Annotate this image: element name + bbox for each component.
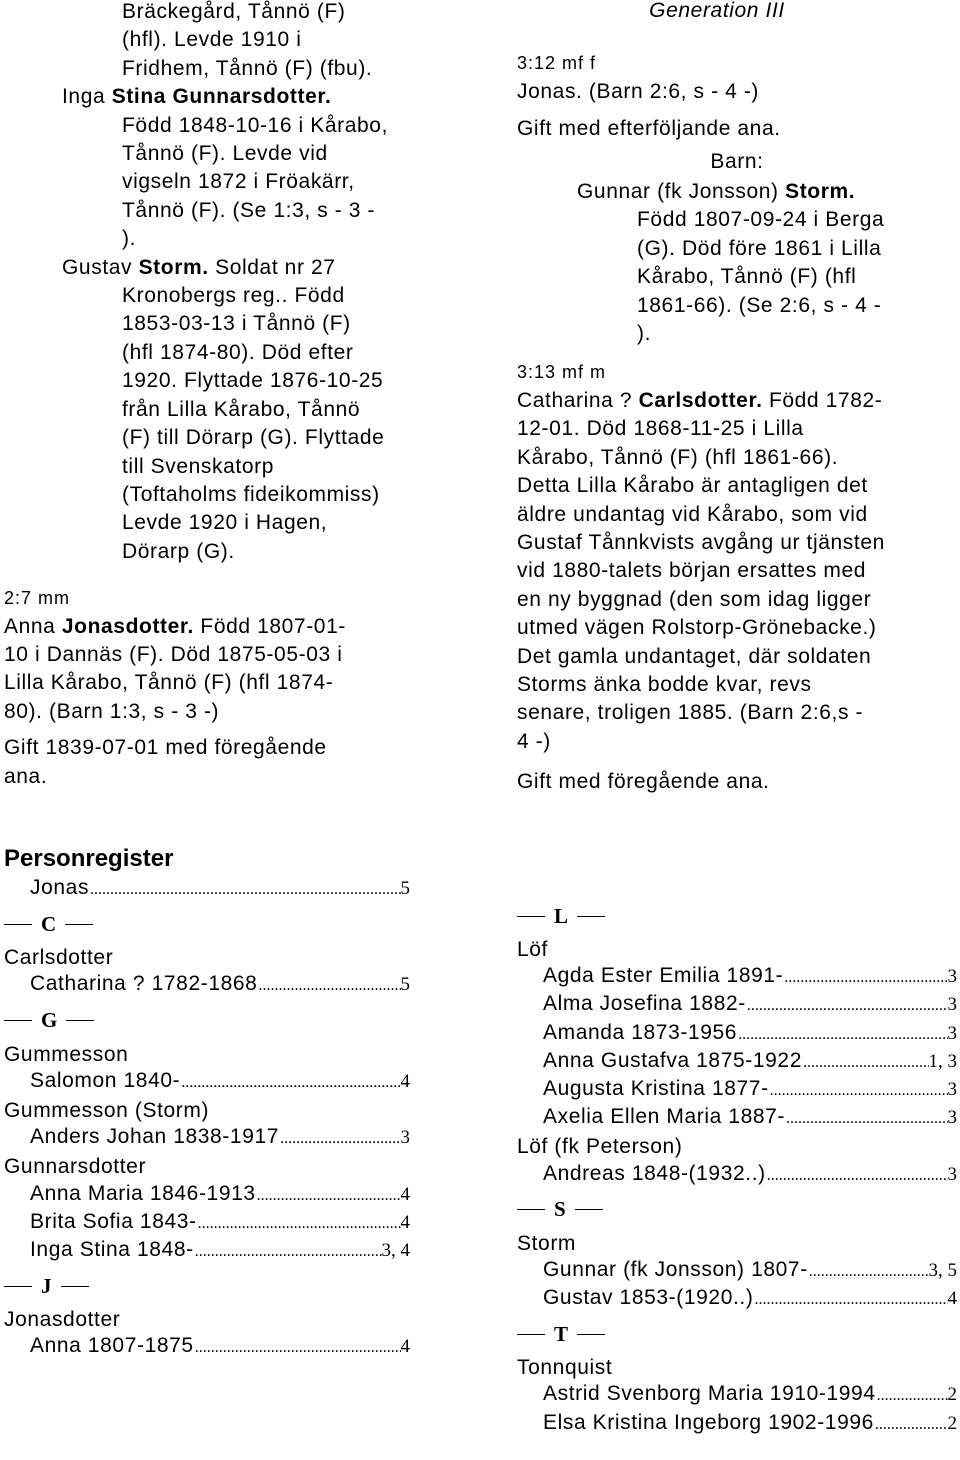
text-line bbox=[122, 168, 470, 196]
entry-name: Brita Sofia 1843- bbox=[30, 1209, 197, 1233]
text-line bbox=[517, 387, 957, 415]
text-segment: Det gamla undantaget, där soldaten bbox=[517, 644, 872, 668]
text-line bbox=[122, 112, 470, 140]
register-entry bbox=[543, 964, 957, 992]
text-segment: vid 1880-talets början ersattes med bbox=[517, 559, 867, 583]
register-surname: Gummesson (Storm) bbox=[4, 1098, 210, 1122]
text-line bbox=[637, 235, 957, 263]
text-line bbox=[517, 444, 957, 472]
dot-leader bbox=[809, 1263, 929, 1281]
text-segment: Levde 1920 i Hagen, bbox=[122, 511, 328, 535]
generation-header: Generation III bbox=[649, 0, 785, 22]
rule-dash bbox=[577, 916, 605, 917]
left-column bbox=[0, 0, 470, 791]
text-segment: Född 1807-09-24 i Berga bbox=[637, 208, 885, 232]
register-entry bbox=[543, 1162, 957, 1190]
text-line bbox=[517, 501, 957, 529]
text-line bbox=[122, 339, 470, 367]
text-segment: 1853-03-13 i Tånnö (F) bbox=[122, 312, 351, 336]
marriage-line: Gift med efterföljande ana. bbox=[517, 117, 781, 141]
text-line bbox=[517, 415, 957, 443]
text-line bbox=[122, 424, 470, 452]
text-segment: (hfl 1874-80). Död efter bbox=[122, 340, 354, 364]
text-line bbox=[62, 83, 470, 111]
text-line bbox=[122, 509, 470, 537]
bold-name: Storm. bbox=[785, 180, 856, 204]
text-segment: Född 1807-01- bbox=[193, 614, 346, 638]
register-letter-heading bbox=[4, 1272, 424, 1300]
text-segment: Inga bbox=[62, 85, 112, 109]
dot-leader bbox=[90, 881, 400, 899]
entry-pages: 3, 5 bbox=[928, 1259, 957, 1281]
entry-pages: 3 bbox=[947, 994, 957, 1016]
register-right-column bbox=[517, 896, 957, 1439]
text-line bbox=[637, 292, 957, 320]
text-segment: (Toftaholms fideikommiss) bbox=[122, 482, 380, 506]
text-segment: (hfl). Levde 1910 i bbox=[122, 28, 302, 52]
text-segment: Kårabo, Tånnö (F) (hfl bbox=[637, 265, 857, 289]
dot-leader bbox=[767, 1167, 948, 1185]
text-line bbox=[122, 453, 470, 481]
entry-pages: 5 bbox=[400, 974, 410, 996]
entry-pages: 2 bbox=[947, 1412, 957, 1434]
dot-leader bbox=[195, 1339, 401, 1357]
text-line bbox=[517, 78, 957, 106]
rule-dash bbox=[575, 1209, 603, 1210]
text-line bbox=[122, 140, 470, 168]
letter: G bbox=[41, 1008, 58, 1033]
text-segment: 4 -) bbox=[517, 729, 551, 753]
text-line bbox=[4, 669, 470, 697]
text-segment: Lilla Kårabo, Tånnö (F) (hfl 1874- bbox=[4, 671, 334, 695]
dot-leader bbox=[280, 1130, 400, 1148]
entry-pages: 3 bbox=[947, 1163, 957, 1185]
text-line bbox=[122, 282, 470, 310]
children-label: Barn: bbox=[710, 149, 764, 173]
text-line bbox=[637, 320, 957, 348]
text-segment: ). bbox=[637, 322, 652, 346]
register-surname: Gunnarsdotter bbox=[4, 1155, 147, 1179]
dot-leader bbox=[803, 1054, 929, 1072]
text-segment: Catharina ? bbox=[517, 388, 639, 412]
text-segment: vigseln 1872 i Fröakärr, bbox=[122, 170, 355, 194]
register-surname: Löf bbox=[517, 938, 548, 961]
rule-dash bbox=[65, 924, 93, 925]
text-segment: Gustav bbox=[62, 255, 139, 279]
register-entry bbox=[30, 972, 410, 1000]
dot-leader bbox=[195, 1243, 382, 1261]
text-line bbox=[122, 26, 470, 54]
dot-leader bbox=[181, 1074, 400, 1092]
entry-name: Astrid Svenborg Maria 1910-1994 bbox=[543, 1382, 876, 1406]
register-surname: Gummesson bbox=[4, 1042, 129, 1066]
text-segment: Fridhem, Tånnö (F) (fbu). bbox=[122, 56, 373, 80]
text-segment: från Lilla Kårabo, Tånnö bbox=[122, 397, 361, 421]
register-entry bbox=[30, 1069, 410, 1097]
entry-name: Anna 1807-1875 bbox=[30, 1334, 194, 1358]
entry-name: Inga Stina 1848- bbox=[30, 1237, 194, 1261]
text-segment: ). bbox=[122, 227, 137, 251]
text-line bbox=[517, 643, 957, 671]
entry-name: Catharina ? 1782-1868 bbox=[30, 972, 258, 996]
entry-name: Salomon 1840- bbox=[30, 1068, 181, 1092]
entry-pages: 4 bbox=[400, 1211, 410, 1233]
person-text bbox=[517, 78, 957, 106]
entry-pages: 4 bbox=[400, 1183, 410, 1205]
register-left-list bbox=[4, 876, 424, 1362]
entry-name: Axelia Ellen Maria 1887- bbox=[543, 1105, 786, 1129]
text-segment: 10 i Dannäs (F). Död 1875-05-03 i bbox=[4, 642, 343, 666]
text-line bbox=[122, 396, 470, 424]
bold-name: Carlsdotter. bbox=[638, 388, 763, 412]
entry-name: Gustav 1853-(1920..) bbox=[543, 1286, 754, 1310]
text-line bbox=[517, 671, 957, 699]
bold-name: Jonasdotter. bbox=[61, 614, 194, 638]
person-text bbox=[517, 387, 957, 756]
register-entry bbox=[30, 1182, 410, 1210]
entry-pages: 3 bbox=[947, 966, 957, 988]
text-line bbox=[122, 367, 470, 395]
dot-leader bbox=[877, 1387, 948, 1405]
register-letter-heading bbox=[4, 1007, 424, 1035]
entry-pages: 3, 4 bbox=[381, 1239, 410, 1261]
register-entry bbox=[543, 1286, 957, 1314]
text-line bbox=[62, 254, 470, 282]
rule-dash bbox=[517, 1334, 545, 1335]
text-segment: till Svenskatorp bbox=[122, 454, 274, 478]
text-segment: Född 1848-10-16 i Kårabo, bbox=[122, 113, 389, 137]
person-code: 3:13 mf m bbox=[517, 362, 607, 383]
register-letter-heading bbox=[517, 1196, 957, 1224]
entry-name: Elsa Kristina Ingeborg 1902-1996 bbox=[543, 1410, 874, 1434]
text-line bbox=[122, 538, 470, 566]
text-line bbox=[517, 472, 957, 500]
marriage-line: Gift med föregående ana. bbox=[517, 770, 770, 794]
entry-pages: 1, 3 bbox=[928, 1050, 957, 1072]
letter: L bbox=[554, 903, 569, 928]
text-segment: 12-01. Död 1868-11-25 i Lilla bbox=[517, 417, 804, 441]
text-segment: Tånnö (F). Levde vid bbox=[122, 142, 328, 166]
entry-name: Anna Maria 1846-1913 bbox=[30, 1181, 256, 1205]
entry-pages: 3 bbox=[947, 1022, 957, 1044]
register-entry bbox=[30, 1210, 410, 1238]
entry-name: Amanda 1873-1956 bbox=[543, 1020, 738, 1044]
bold-name: Stina Gunnarsdotter. bbox=[111, 85, 332, 109]
text-line bbox=[637, 206, 957, 234]
dot-leader bbox=[786, 1110, 947, 1128]
entry-name: Alma Josefina 1882- bbox=[543, 992, 746, 1016]
dot-leader bbox=[875, 1416, 948, 1434]
text-line bbox=[517, 586, 957, 614]
letter: T bbox=[554, 1321, 569, 1346]
rule-dash bbox=[61, 1286, 89, 1287]
register-surname: Tonnquist bbox=[517, 1356, 613, 1380]
text-segment: Dörarp (G). bbox=[122, 539, 235, 563]
person-code: 2:7 mm bbox=[4, 588, 71, 609]
person-2-7 bbox=[0, 584, 470, 791]
dot-leader bbox=[770, 1082, 948, 1100]
text-segment: Jonas. (Barn 2:6, s - 4 -) bbox=[517, 79, 760, 103]
person-code: 3:12 mf f bbox=[517, 53, 597, 74]
rule-dash bbox=[4, 924, 32, 925]
register-entry bbox=[543, 1411, 957, 1439]
text-line bbox=[517, 529, 957, 557]
person-text bbox=[4, 613, 470, 727]
register-entry bbox=[543, 1021, 957, 1049]
register-entry bbox=[543, 1258, 957, 1286]
person-3-13 bbox=[517, 358, 957, 796]
text-segment: Soldat nr 27 bbox=[208, 255, 336, 279]
text-segment: 1920. Flyttade 1876-10-25 bbox=[122, 369, 384, 393]
text-segment: Kronobergs reg.. Född bbox=[122, 284, 345, 308]
entry-pages: 5 bbox=[400, 878, 410, 899]
letter: C bbox=[41, 911, 57, 936]
entry-name: Gunnar (fk Jonsson) 1807- bbox=[543, 1257, 808, 1281]
entry-pages: 3 bbox=[947, 1078, 957, 1100]
text-line bbox=[122, 197, 470, 225]
register-entry bbox=[543, 1077, 957, 1105]
text-segment: 80). (Barn 1:3, s - 3 -) bbox=[4, 699, 220, 723]
register-title: Personregister bbox=[4, 845, 174, 872]
text-segment: Gunnar (fk Jonsson) bbox=[577, 180, 786, 204]
register-entry bbox=[543, 1105, 957, 1133]
entry-pages: 3 bbox=[947, 1107, 957, 1129]
register-right-list bbox=[517, 902, 957, 1439]
text-segment: Gustaf Tånnkvists avgång ur tjänsten bbox=[517, 530, 885, 554]
rule-dash bbox=[66, 1020, 94, 1021]
text-segment: äldre undantag vid Kårabo, som vid bbox=[517, 502, 868, 526]
text-segment: Detta Lilla Kårabo är antagligen det bbox=[517, 474, 868, 498]
entry-name: Agda Ester Emilia 1891- bbox=[543, 964, 784, 988]
register-entry bbox=[543, 1049, 957, 1077]
text-line bbox=[122, 225, 470, 253]
entry-pages: 4 bbox=[400, 1070, 410, 1092]
dot-leader bbox=[198, 1215, 401, 1233]
entry-name: Jonas bbox=[30, 876, 90, 899]
entry-name: Andreas 1848-(1932..) bbox=[543, 1161, 766, 1185]
dot-leader bbox=[257, 1187, 401, 1205]
text-line bbox=[122, 55, 470, 83]
register-surname: Löf (fk Peterson) bbox=[517, 1135, 683, 1159]
text-segment: Född 1782- bbox=[762, 388, 883, 412]
register-entry bbox=[30, 876, 410, 904]
dot-leader bbox=[754, 1291, 947, 1309]
register-entry bbox=[543, 1382, 957, 1410]
letter: S bbox=[554, 1197, 566, 1222]
register-surname: Storm bbox=[517, 1231, 577, 1255]
text-line bbox=[4, 641, 470, 669]
register-entry bbox=[30, 1238, 410, 1266]
text-line bbox=[517, 699, 957, 727]
person-3-12 bbox=[517, 49, 957, 348]
register-surname: Jonasdotter bbox=[4, 1308, 121, 1332]
text-segment: (F) till Dörarp (G). Flyttade bbox=[122, 426, 385, 450]
right-column bbox=[517, 0, 957, 797]
text-segment: 1861-66). (Se 2:6, s - 4 - bbox=[637, 293, 882, 317]
register-letter-heading bbox=[4, 910, 424, 938]
rule-dash bbox=[517, 916, 545, 917]
entry-pages: 2 bbox=[947, 1384, 957, 1406]
entry-name: Anna Gustafva 1875-1922 bbox=[543, 1048, 802, 1072]
person-register bbox=[4, 842, 424, 1362]
rule-dash bbox=[4, 1020, 32, 1021]
bold-name: Storm. bbox=[138, 255, 209, 279]
register-entry bbox=[30, 1334, 410, 1362]
text-segment: Storms änka bodde kvar, revs bbox=[517, 672, 812, 696]
register-letter-heading bbox=[517, 1320, 957, 1348]
marriage-line: Gift 1839-07-01 med föregående bbox=[4, 736, 327, 760]
text-line bbox=[517, 614, 957, 642]
text-line bbox=[122, 0, 470, 26]
text-line bbox=[637, 263, 957, 291]
child-entry bbox=[517, 178, 957, 348]
text-line bbox=[122, 310, 470, 338]
text-line bbox=[577, 178, 957, 206]
entry-pages: 3 bbox=[400, 1127, 410, 1149]
rule-dash bbox=[577, 1334, 605, 1335]
entry-name: Anders Johan 1838-1917 bbox=[30, 1125, 280, 1149]
text-line bbox=[517, 557, 957, 585]
dot-leader bbox=[784, 969, 947, 987]
text-line bbox=[517, 728, 957, 756]
text-segment: utmed vägen Rolstorp-Grönebacke.) bbox=[517, 616, 877, 640]
rule-dash bbox=[517, 1209, 545, 1210]
register-entry bbox=[30, 1125, 410, 1153]
text-segment: Kårabo, Tånnö (F) (hfl 1861-66). bbox=[517, 445, 839, 469]
entry-pages: 4 bbox=[400, 1336, 410, 1358]
dot-leader bbox=[738, 1026, 947, 1044]
text-line bbox=[4, 613, 470, 641]
continued-entry bbox=[0, 0, 470, 566]
text-line bbox=[4, 698, 470, 726]
dot-leader bbox=[258, 977, 400, 995]
text-segment: Tånnö (F). (Se 1:3, s - 3 - bbox=[122, 198, 376, 222]
text-segment: en ny byggnad (den som idag ligger bbox=[517, 587, 872, 611]
entry-pages: 4 bbox=[947, 1288, 957, 1310]
text-segment: (G). Död före 1861 i Lilla bbox=[637, 236, 882, 260]
rule-dash bbox=[4, 1286, 32, 1287]
letter: J bbox=[41, 1273, 52, 1298]
marriage-line: ana. bbox=[4, 764, 48, 788]
text-segment: Anna bbox=[4, 614, 62, 638]
text-segment: Bräckegård, Tånnö (F) bbox=[122, 0, 346, 23]
dot-leader bbox=[747, 997, 948, 1015]
register-letter-heading bbox=[517, 902, 957, 930]
text-line bbox=[122, 481, 470, 509]
register-entry bbox=[543, 992, 957, 1020]
entry-name: Augusta Kristina 1877- bbox=[543, 1076, 769, 1100]
text-segment: senare, troligen 1885. (Barn 2:6,s - bbox=[517, 701, 864, 725]
register-surname: Carlsdotter bbox=[4, 946, 114, 970]
